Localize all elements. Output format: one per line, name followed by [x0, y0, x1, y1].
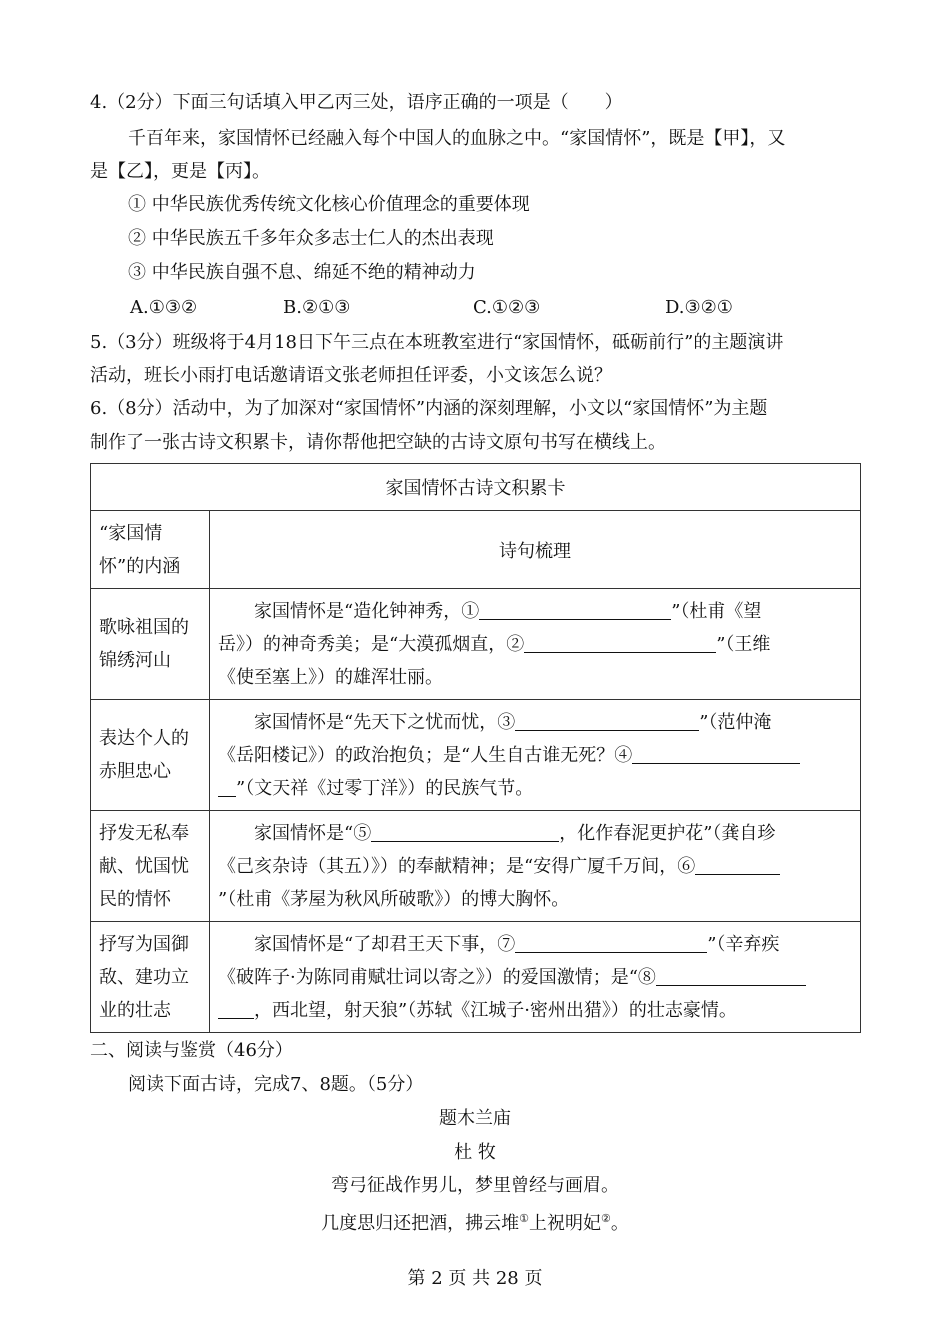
answer-blank-4[interactable] [632, 743, 800, 764]
card-row [91, 811, 861, 922]
answer-blank-5[interactable] [371, 821, 559, 842]
card-row [91, 922, 861, 1033]
poem-line-1: 弯弓征战作男儿，梦里曾经与画眉。 [331, 1175, 619, 1196]
answer-blank-7[interactable] [515, 932, 707, 953]
q6-line-1: 6.（8分）活动中，为了加深对“家国情怀”内涵的深刻理解，小文以“家国情怀”为主题 [90, 398, 768, 419]
poem-author: 杜 牧 [454, 1142, 496, 1163]
page-footer: 第 2 页 共 28 页 [407, 1268, 543, 1289]
card-row-content: 家国情怀是“造化钟神秀，① ”（杜甫《望 岳》）的神奇秀美；是“大漠孤烟直，② ”（王维 《使至塞上》）的雄浑壮丽。 [210, 589, 861, 700]
poem-line-2: 几度思归还把酒，拂云堆①上祝明妃②。 [321, 1212, 629, 1234]
card-row-label: 抒写为国御 敌、建功立 业的壮志 [91, 922, 210, 1033]
q4-option-a: A.①③② [130, 297, 198, 318]
answer-blank-6[interactable] [695, 854, 780, 875]
q5-line-1: 5.（3分）班级将于4月18日下午三点在本班教室进行“家国情怀，砥砺前行”的主题演讲 [90, 332, 784, 353]
footnote-marker-1: ① [519, 1212, 529, 1225]
card-row-content: 家国情怀是“了却君王天下事，⑦ ”（辛弃疾 《破阵子·为陈同甫赋壮词以寄之》）的爱国激情；是“⑧ ，西北望，射天狼”（苏轼《江城子·密州出猎》）的壮志豪情。 [210, 922, 861, 1033]
q4-option-d: D.③②① [665, 297, 733, 318]
answer-blank-4-cont[interactable] [218, 776, 236, 797]
q4-sentence-2: ② 中华民族五千多年众多志士仁人的杰出表现 [128, 228, 494, 249]
q4-sentence-3: ③ 中华民族自强不息、绵延不绝的精神动力 [128, 262, 476, 283]
q4-stem: 4.（2分）下面三句话填入甲乙丙三处，语序正确的一项是（ ） [90, 92, 623, 113]
answer-blank-1[interactable] [479, 599, 671, 620]
answer-blank-3[interactable] [515, 710, 699, 731]
q4-sentence-1: ① 中华民族优秀传统文化核心价值理念的重要体现 [128, 194, 530, 215]
q4-option-b: B.②①③ [283, 297, 351, 318]
card-header-meaning: “家国情 怀”的内涵 [91, 511, 210, 589]
poem-title: 题木兰庙 [439, 1108, 511, 1129]
card-title: 家国情怀古诗文积累卡 [91, 464, 861, 511]
card-row-label: 歌咏祖国的 锦绣河山 [91, 589, 210, 700]
card-row [91, 589, 861, 700]
q6-line-2: 制作了一张古诗文积累卡，请你帮他把空缺的古诗文原句书写在横线上。 [90, 432, 666, 453]
section-2-intro: 阅读下面古诗，完成7、8题。（5分） [128, 1074, 424, 1095]
card-row-content: 家国情怀是“先天下之忧而忧，③ ”（范仲淹 《岳阳楼记》）的政治抱负；是“人生自古谁无死？④ ”（文天祥《过零丁洋》）的民族气节。 [210, 700, 861, 811]
q4-option-c: C.①②③ [473, 297, 541, 318]
card-row-label: 抒发无私奉 献、忧国忧 民的情怀 [91, 811, 210, 922]
q4-passage-2: 是【乙】，更是【丙】。 [90, 161, 270, 182]
card-row-content: 家国情怀是“⑤ ，化作春泥更护花”（龚自珍 《己亥杂诗（其五）》）的奉献精神；是“安得广厦千万间，⑥ ”（杜甫《茅屋为秋风所破歌》）的博大胸怀。 [210, 811, 861, 922]
poetry-card-table [90, 463, 861, 1033]
answer-blank-8-cont[interactable] [218, 998, 254, 1019]
section-2-heading: 二、阅读与鉴赏（46分） [90, 1040, 293, 1061]
q4-passage-1: 千百年来，家国情怀已经融入每个中国人的血脉之中。“家国情怀”，既是【甲】，又 [128, 128, 786, 149]
card-header-poems: 诗句梳理 [210, 511, 861, 589]
answer-blank-2[interactable] [524, 632, 716, 653]
answer-blank-8[interactable] [656, 965, 806, 986]
footnote-marker-2: ② [601, 1212, 611, 1225]
card-row-label: 表达个人的 赤胆忠心 [91, 700, 210, 811]
card-row [91, 700, 861, 811]
q5-line-2: 活动，班长小雨打电话邀请语文张老师担任评委，小文该怎么说？ [90, 365, 612, 386]
